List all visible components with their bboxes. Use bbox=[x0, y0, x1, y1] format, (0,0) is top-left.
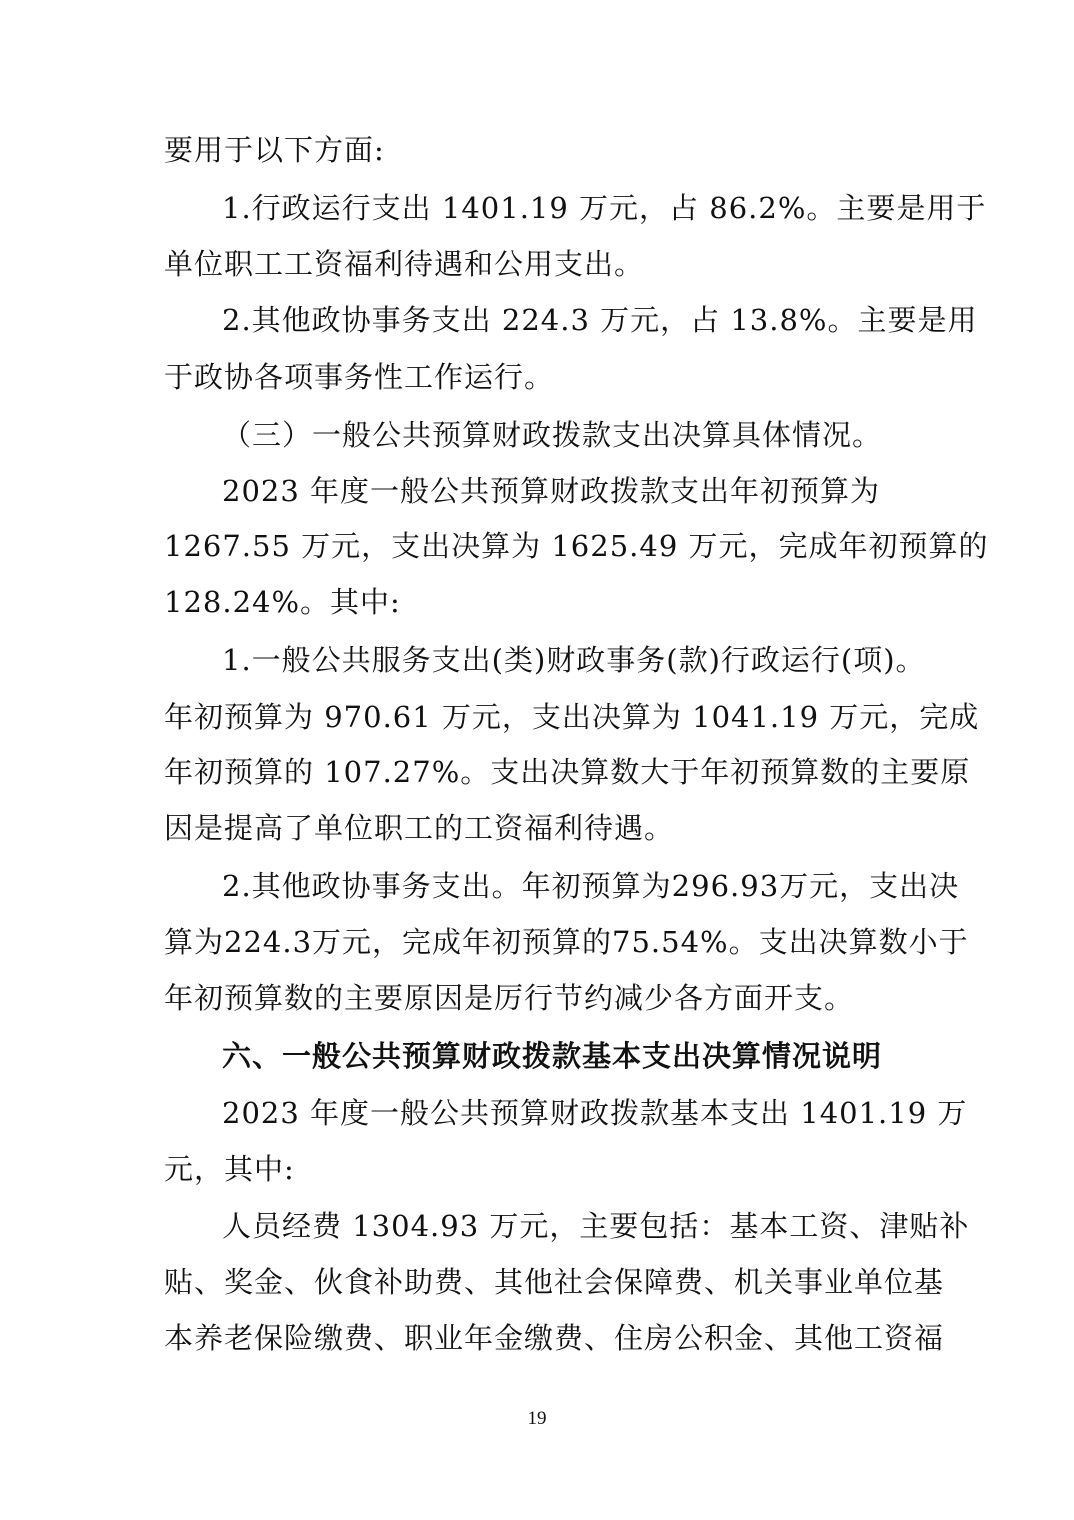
paragraph-line: 于政协各项事务性工作运行。 bbox=[164, 360, 555, 394]
paragraph-line: 人员经费 1304.93 万元，主要包括：基本工资、津贴补 bbox=[222, 1209, 970, 1243]
page-number: 19 bbox=[527, 1408, 547, 1429]
paragraph-line: 2.其他政协事务支出。年初预算为296.93万元，支出决 bbox=[222, 869, 960, 903]
section-subheading: （三）一般公共预算财政拨款支出决算具体情况。 bbox=[222, 418, 883, 452]
paragraph-line: 2.其他政协事务支出 224.3 万元，占 13.8%。主要是用 bbox=[222, 303, 978, 337]
paragraph-line: 年初预算为 970.61 万元，支出决算为 1041.19 万元，完成 bbox=[164, 700, 980, 734]
paragraph-line: 年初预算数的主要原因是厉行节约减少各方面开支。 bbox=[164, 981, 855, 1015]
paragraph-line: 年初预算的 107.27%。支出决算数大于年初预算数的主要原 bbox=[164, 755, 971, 789]
paragraph-line: 1.行政运行支出 1401.19 万元，占 86.2%。主要是用于 bbox=[222, 191, 987, 225]
paragraph-line: 1.一般公共服务支出(类)财政事务(款)行政运行(项)。 bbox=[222, 643, 926, 677]
paragraph-line: 2023 年度一般公共预算财政拨款支出年初预算为 bbox=[222, 474, 881, 508]
paragraph-line: 要用于以下方面: bbox=[164, 133, 385, 167]
paragraph-line: 本养老保险缴费、职业年金缴费、住房公积金、其他工资福 bbox=[164, 1321, 945, 1355]
paragraph-line: 2023 年度一般公共预算财政拨款基本支出 1401.19 万 bbox=[222, 1096, 968, 1130]
paragraph-line: 元，其中: bbox=[164, 1152, 295, 1186]
section-heading: 六、一般公共预算财政拨款基本支出决算情况说明 bbox=[222, 1039, 883, 1073]
paragraph-line: 贴、奖金、伙食补助费、其他社会保障费、机关事业单位基 bbox=[164, 1265, 945, 1299]
paragraph-line: 因是提高了单位职工的工资福利待遇。 bbox=[164, 811, 675, 845]
paragraph-line: 1267.55 万元，支出决算为 1625.49 万元，完成年初预算的 bbox=[164, 529, 989, 563]
paragraph-line: 128.24%。其中: bbox=[164, 585, 401, 619]
paragraph-line: 算为224.3万元，完成年初预算的75.54%。支出决算数小于 bbox=[164, 925, 969, 959]
paragraph-line: 单位职工工资福利待遇和公用支出。 bbox=[164, 247, 645, 281]
